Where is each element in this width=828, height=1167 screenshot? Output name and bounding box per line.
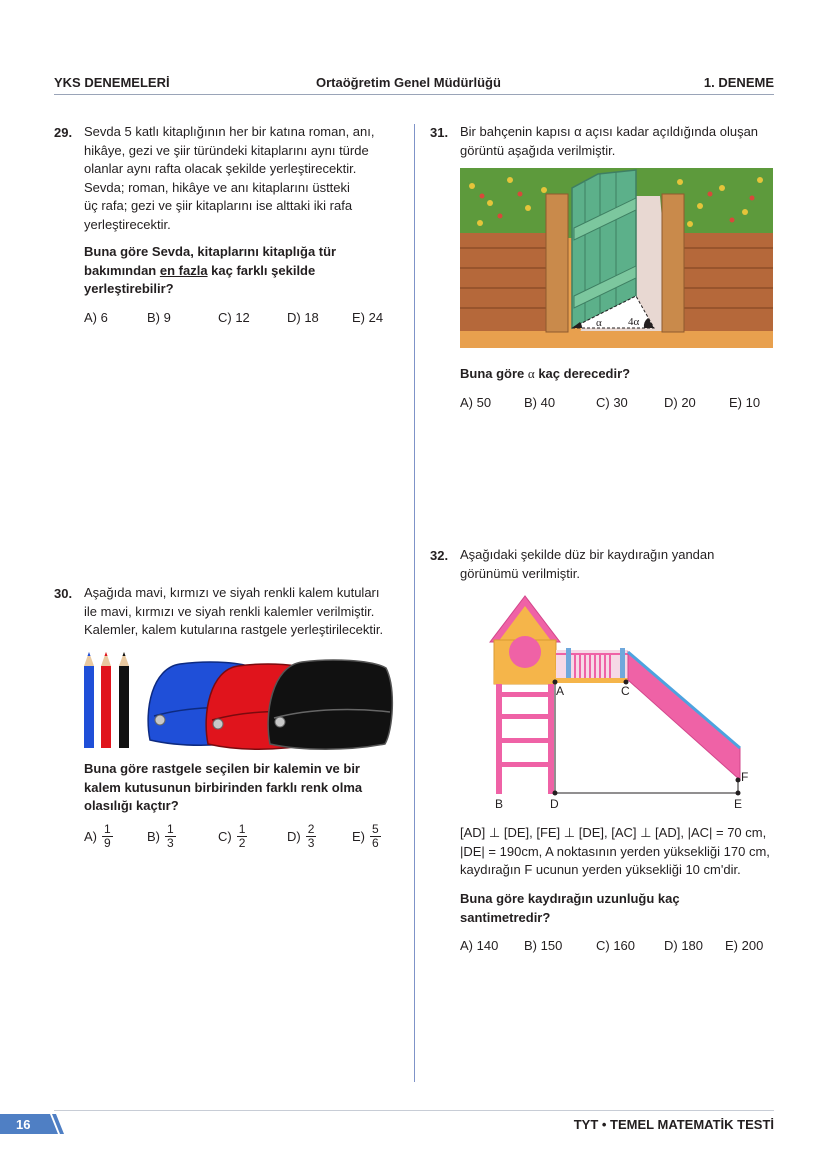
right-post <box>662 194 684 332</box>
slide-figure <box>480 590 760 815</box>
point-e <box>736 791 741 796</box>
text-line: yerleştirecektir. <box>84 216 171 232</box>
black-pencil-case <box>268 660 392 749</box>
black-pencil <box>119 652 129 748</box>
text-line: Buna göre kaydırağın uzunluğu kaç <box>460 891 680 906</box>
text-line: Buna göre rastgele seçilen bir kalemin ve bir <box>84 761 360 776</box>
slide-edge <box>628 652 740 748</box>
option-a[interactable]: A) 50 <box>460 395 492 410</box>
option-c[interactable]: C) 12 <box>218 310 250 325</box>
angle-label-alpha: α <box>596 317 602 329</box>
emphasis: en fazla <box>159 262 208 278</box>
blue-pencil <box>84 652 94 748</box>
option-b[interactable]: B) $\frac{1}{3}$ <box>147 822 174 850</box>
question-prompt <box>84 243 404 299</box>
question-number: 31. <box>430 125 449 140</box>
text-line: Bir bahçenin kapısı α açısı kadar açıldığında oluşan <box>460 124 759 139</box>
point-d <box>553 791 558 796</box>
header-right: 1. DENEME <box>703 75 774 90</box>
text-line: santimetredir? <box>460 909 551 925</box>
text-line: olanlar aynı rafta olacak şekilde yerleştirecektir. <box>84 161 357 176</box>
option-b[interactable]: B) 150 <box>524 938 563 953</box>
text-line: üç rafa; gezi ve şiir kitaplarını ise alttaki iki rafa <box>84 198 353 213</box>
text-line: ile mavi, kırmızı ve siyah renkli kalemler verilmiştir. <box>84 603 375 619</box>
option-c[interactable]: C) 30 <box>596 395 628 410</box>
text-line: görüntü aşağıda verilmiştir. <box>460 142 616 158</box>
text-line: Sevda 5 katlı kitaplığının her bir katına roman, anı, <box>84 124 375 139</box>
question-text <box>460 123 780 160</box>
text-line: Kalemler, kalem kutularına rastgele yerleştirilecektir. <box>84 622 384 637</box>
text-line: görünümü verilmiştir. <box>460 565 580 581</box>
question-number: 32. <box>430 548 449 563</box>
label-a: A <box>556 684 565 698</box>
option-c[interactable]: C) 160 <box>596 938 636 953</box>
label-d: D <box>550 797 559 811</box>
text-line: Buna göre Sevda, kitaplarını kitaplığa tür <box>84 244 337 259</box>
header-divider <box>54 94 774 95</box>
option-e[interactable]: E) 24 <box>352 310 384 325</box>
ladder-right-rail <box>548 684 554 794</box>
footer-title: TYT • TEMEL MATEMATİK TESTİ <box>573 1117 774 1132</box>
option-e[interactable]: E) 10 <box>729 395 761 410</box>
question-prompt: Buna göre α kaç derecedir? <box>460 366 631 381</box>
text-line: hikâye, gezi ve şiir türündeki kitaplarını aynı türde <box>84 142 369 158</box>
option-a[interactable]: A) 6 <box>84 310 108 325</box>
column-divider <box>414 124 415 1082</box>
text-line: Aşağıdaki şekilde düz bir kaydırağın yandan <box>460 547 715 562</box>
round-window <box>509 636 541 668</box>
text-line: olasılığı kaçtır? <box>84 798 179 813</box>
slide-surface <box>628 652 740 780</box>
option-c[interactable]: C) $\frac{1}{2}$ <box>218 822 246 850</box>
option-d[interactable]: D) 18 <box>287 310 319 325</box>
left-post <box>546 194 568 332</box>
text-line: kaydırağın F ucunun yerden yüksekliği 10 cm'dir. <box>460 862 741 877</box>
label-e: E <box>734 797 743 811</box>
question-text <box>84 123 404 234</box>
alpha-symbol: α <box>527 366 535 381</box>
text-line: Sevda; roman, hikâye ve anı kitaplarını üstteki <box>84 179 350 195</box>
label-f: F <box>741 770 749 784</box>
given-info <box>460 824 780 880</box>
platform-floor <box>556 678 628 683</box>
header-center: Ortaöğretim Genel Müdürlüğü <box>316 75 501 90</box>
text-line: Aşağıda mavi, kırmızı ve siyah renkli kalem kutuları <box>84 585 380 600</box>
page-number: 16 <box>16 1117 31 1132</box>
question-number: 30. <box>54 586 73 601</box>
option-d[interactable]: D) 20 <box>664 395 696 410</box>
garden-gate-figure <box>460 168 773 348</box>
option-e[interactable]: E) $\frac{5}{6}$ <box>352 822 379 850</box>
pencils-and-cases-figure <box>80 648 400 753</box>
footer-divider <box>54 1110 774 1111</box>
fraction: $\frac{2}{3}$ <box>307 822 315 850</box>
header-left: YKS DENEMELERİ <box>54 75 170 90</box>
red-pencil <box>101 652 111 748</box>
text-line: yerleştirebilir? <box>84 281 174 296</box>
option-b[interactable]: B) 9 <box>147 310 171 325</box>
text-line: [AD] ⊥ [DE], [FE] ⊥ [DE], [AC] ⊥ [AD], |AC| = 70 cm, <box>460 825 767 840</box>
question-number: 29. <box>54 125 73 140</box>
fraction: $\frac{1}{3}$ <box>167 822 174 850</box>
option-d[interactable]: D) $\frac{2}{3}$ <box>287 822 315 850</box>
angle-label-4alpha: 4α <box>628 316 640 328</box>
option-b[interactable]: B) 40 <box>524 395 556 410</box>
option-a[interactable]: A) $\frac{1}{9}$ <box>84 822 111 850</box>
question-text <box>84 584 404 640</box>
question-prompt <box>84 760 404 816</box>
question-prompt <box>460 890 780 927</box>
fraction: $\frac{1}{2}$ <box>238 822 246 850</box>
text-line: |DE| = 190cm, A noktasının yerden yüksekliği 170 cm, <box>460 843 770 859</box>
question-text <box>460 546 780 583</box>
label-b: B <box>495 797 504 811</box>
text-line: kalem kutusunun birbirinden farklı renk olma <box>84 779 363 795</box>
ladder-left-rail <box>496 684 502 794</box>
page-number-tab <box>0 1114 66 1134</box>
fraction: $\frac{1}{9}$ <box>104 822 111 850</box>
point-f <box>736 778 741 783</box>
label-c: C <box>621 684 630 698</box>
option-d[interactable]: D) 180 <box>664 938 704 953</box>
option-a[interactable]: A) 140 <box>460 938 499 953</box>
text-line: bakımından en fazla kaç farklı şekilde <box>84 262 316 278</box>
option-e[interactable]: E) 200 <box>725 938 764 953</box>
fraction: $\frac{5}{6}$ <box>372 822 379 850</box>
